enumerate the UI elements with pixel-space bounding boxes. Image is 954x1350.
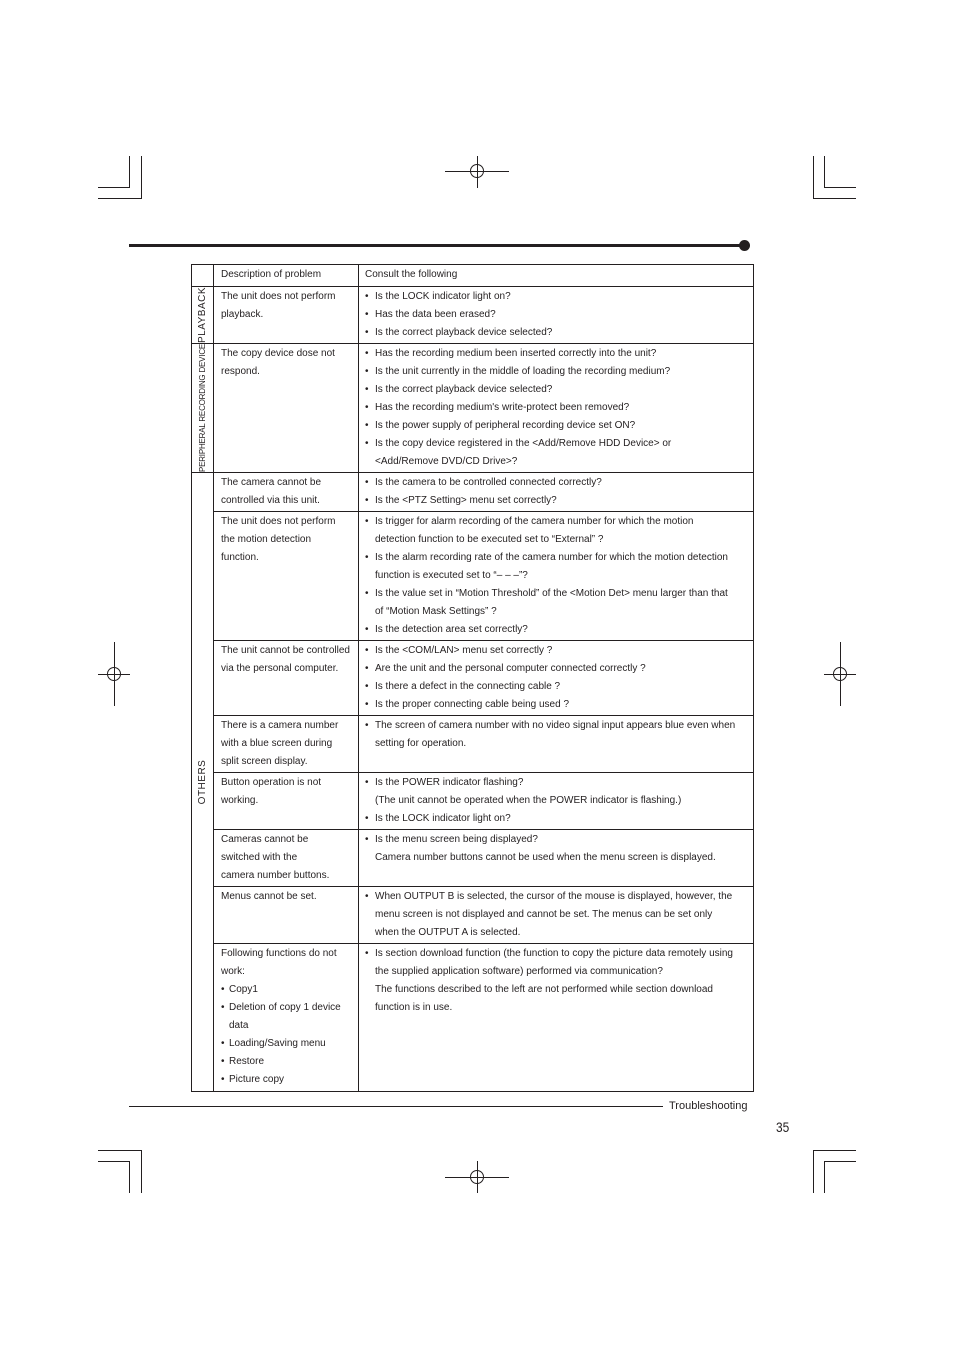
- header-consult: Consult the following: [359, 265, 754, 287]
- consult-item: [365, 288, 749, 306]
- consult-item-text: [375, 513, 749, 549]
- problem-line: The unit does not perform: [221, 516, 336, 527]
- problem-line: working.: [221, 795, 259, 806]
- consult-line: function is executed set to “– – –”?: [375, 570, 528, 581]
- header-category-cell: [192, 265, 214, 287]
- bullet-icon: •: [365, 366, 369, 377]
- consult-line: Has the recording medium's write-protect been removed?: [375, 402, 630, 413]
- bullet-icon: •: [365, 495, 369, 506]
- problem-line: controlled via this unit.: [221, 495, 320, 506]
- category-others: [192, 473, 214, 1092]
- consult-line: Is the <COM/LAN> menu set correctly ?: [375, 645, 553, 656]
- bullet-icon: •: [365, 813, 369, 824]
- consult-item-text: [375, 810, 749, 828]
- bullet-icon: •: [365, 645, 369, 656]
- problem-line: Following functions do not: [221, 948, 337, 959]
- consult-item: [365, 417, 749, 435]
- consult-item: [365, 345, 749, 363]
- consult-line: Is the <PTZ Setting> menu set correctly?: [375, 495, 557, 506]
- consult-item: [365, 324, 749, 342]
- consult-item-text: [375, 324, 749, 342]
- category-playback: [192, 287, 214, 344]
- consult-item-text: [375, 585, 749, 621]
- consult-item-text: [375, 888, 749, 942]
- consult-list: [359, 944, 754, 1092]
- problem-line: playback.: [221, 309, 264, 320]
- consult-item-text: [375, 696, 749, 714]
- consult-item: [365, 363, 749, 381]
- consult-item: [365, 306, 749, 324]
- consult-line: Is the menu screen being displayed?: [375, 834, 538, 845]
- consult-line: When OUTPUT B is selected, the cursor of the mouse is displayed, however, the: [375, 891, 733, 902]
- bullet-icon: •: [365, 699, 369, 710]
- bullet-icon: •: [365, 948, 369, 959]
- problem-description: [214, 944, 359, 1092]
- consult-line: Is the unit currently in the middle of loading the recording medium?: [375, 366, 671, 377]
- function-item-text: [229, 1035, 354, 1053]
- table-row: [192, 512, 754, 641]
- consult-line: Camera number buttons cannot be used when the menu screen is displayed.: [375, 852, 716, 863]
- consult-list: [359, 716, 754, 773]
- consult-line: the supplied application software) performed via communication?: [375, 966, 663, 977]
- header-rule-dot: [739, 240, 750, 251]
- consult-item-text: [375, 474, 749, 492]
- problem-line: the motion detection: [221, 534, 312, 545]
- consult-item: [365, 810, 749, 828]
- function-item-text: [229, 999, 354, 1035]
- consult-item-text: [375, 381, 749, 399]
- bullet-icon: •: [365, 681, 369, 692]
- table-row: [192, 773, 754, 830]
- consult-item: [365, 678, 749, 696]
- bullet-icon: •: [365, 291, 369, 302]
- consult-line: when the OUTPUT A is selected.: [375, 927, 521, 938]
- consult-list: [359, 473, 754, 512]
- consult-item: [365, 642, 749, 660]
- bullet-icon: •: [365, 327, 369, 338]
- consult-item: [365, 492, 749, 510]
- table-row: [192, 944, 754, 1092]
- consult-item-text: [375, 549, 749, 585]
- category-peripheral-recording-device: [192, 344, 214, 473]
- problem-description: [214, 887, 359, 944]
- consult-line: function is in use.: [375, 1002, 453, 1013]
- consult-line: The functions described to the left are not performed while section download: [375, 984, 713, 995]
- consult-item: [365, 621, 749, 639]
- consult-line: setting for operation.: [375, 738, 467, 749]
- problem-description: [214, 512, 359, 641]
- bullet-icon: •: [365, 720, 369, 731]
- bullet-icon: •: [365, 477, 369, 488]
- consult-line: <Add/Remove DVD/CD Drive>?: [375, 456, 518, 467]
- problem-line: The unit cannot be controlled: [221, 645, 350, 656]
- consult-item: [365, 696, 749, 714]
- consult-list: [359, 512, 754, 641]
- bullet-icon: •: [365, 516, 369, 527]
- table-row: [192, 473, 754, 512]
- bullet-icon: •: [221, 1002, 225, 1013]
- consult-line: Is the LOCK indicator light on?: [375, 813, 511, 824]
- problem-description: [214, 473, 359, 512]
- consult-line: Is the POWER indicator flashing?: [375, 777, 524, 788]
- consult-item: [365, 399, 749, 417]
- consult-list: [359, 641, 754, 716]
- problem-line: respond.: [221, 366, 260, 377]
- category-label-playback: PLAYBACK: [196, 286, 208, 344]
- consult-item: [365, 774, 749, 810]
- consult-item: [365, 717, 749, 753]
- consult-line: Is the camera to be controlled connected correctly?: [375, 477, 602, 488]
- consult-item: [365, 831, 749, 867]
- function-item: [221, 1053, 354, 1071]
- function-item-text: [229, 981, 354, 999]
- problem-line: The copy device dose not: [221, 348, 335, 359]
- problem-line: switched with the: [221, 852, 298, 863]
- consult-line: of “Motion Mask Settings” ?: [375, 606, 497, 617]
- function-item-line: Copy1: [229, 984, 258, 995]
- consult-item-text: [375, 642, 749, 660]
- problem-line: There is a camera number: [221, 720, 339, 731]
- problem-description: [214, 716, 359, 773]
- consult-line: Is the proper connecting cable being used ?: [375, 699, 570, 710]
- problem-line: The camera cannot be: [221, 477, 322, 488]
- consult-item: [365, 513, 749, 549]
- consult-list: [359, 887, 754, 944]
- problem-line: work:: [221, 966, 245, 977]
- function-item-line: Loading/Saving menu: [229, 1038, 326, 1049]
- category-label-peripheral: PERIPHERAL RECORDING DEVICE: [197, 343, 207, 473]
- consult-line: Has the recording medium been inserted correctly into the unit?: [375, 348, 657, 359]
- category-label-others: OTHERS: [196, 759, 208, 805]
- troubleshooting-table: [191, 264, 754, 1092]
- bullet-icon: •: [365, 420, 369, 431]
- bullet-icon: •: [365, 309, 369, 320]
- bullet-icon: •: [365, 777, 369, 788]
- bullet-icon: •: [365, 384, 369, 395]
- consult-item: [365, 381, 749, 399]
- function-item: [221, 981, 354, 999]
- function-item-text: [229, 1053, 354, 1071]
- footer-section-title: Troubleshooting: [669, 1100, 748, 1112]
- consult-item-text: [375, 435, 749, 471]
- function-item: [221, 1071, 354, 1089]
- consult-line: Is section download function (the function to copy the picture data remotely using: [375, 948, 733, 959]
- bullet-icon: •: [365, 834, 369, 845]
- header-rule: [129, 244, 743, 247]
- consult-item-text: [375, 363, 749, 381]
- consult-item: [365, 888, 749, 942]
- bullet-icon: •: [365, 438, 369, 449]
- problem-line: The unit does not perform: [221, 291, 336, 302]
- page-number: 35: [776, 1119, 790, 1135]
- consult-line: Are the unit and the personal computer connected correctly ?: [375, 663, 646, 674]
- problem-description: [214, 830, 359, 887]
- consult-line: menu screen is not displayed and cannot be set. The menus can be set only: [375, 909, 713, 920]
- consult-item-text: [375, 945, 749, 1017]
- function-item-text: [229, 1071, 354, 1089]
- consult-item-text: [375, 417, 749, 435]
- consult-list: [359, 287, 754, 344]
- consult-item-text: [375, 621, 749, 639]
- problem-description: [214, 773, 359, 830]
- bullet-icon: •: [365, 402, 369, 413]
- consult-item-text: [375, 678, 749, 696]
- consult-list: [359, 344, 754, 473]
- table-row: [192, 716, 754, 773]
- consult-item: [365, 660, 749, 678]
- problem-line: Cameras cannot be: [221, 834, 309, 845]
- consult-item-text: [375, 345, 749, 363]
- consult-item: [365, 474, 749, 492]
- consult-item: [365, 945, 749, 1017]
- consult-line: Is the detection area set correctly?: [375, 624, 528, 635]
- consult-list: [359, 830, 754, 887]
- consult-item-text: [375, 717, 749, 753]
- function-item: [221, 1035, 354, 1053]
- function-item-line: data: [229, 1020, 249, 1031]
- problem-description: [214, 344, 359, 473]
- bullet-icon: •: [221, 1074, 225, 1085]
- function-item-line: Deletion of copy 1 device: [229, 1002, 341, 1013]
- problem-line: with a blue screen during: [221, 738, 333, 749]
- bullet-icon: •: [221, 984, 225, 995]
- consult-item: [365, 585, 749, 621]
- header-description: Description of problem: [214, 265, 359, 287]
- bullet-icon: •: [221, 1038, 225, 1049]
- consult-item-text: [375, 288, 749, 306]
- consult-item-text: [375, 831, 749, 867]
- consult-line: Is the LOCK indicator light on?: [375, 291, 511, 302]
- consult-line: The screen of camera number with no video signal input appears blue even when: [375, 720, 736, 731]
- consult-list: [359, 773, 754, 830]
- consult-line: Has the data been erased?: [375, 309, 496, 320]
- problem-line: function.: [221, 552, 259, 563]
- consult-item-text: [375, 660, 749, 678]
- function-item-line: Picture copy: [229, 1074, 285, 1085]
- table-row: [192, 344, 754, 473]
- consult-item: [365, 549, 749, 585]
- consult-item: [365, 435, 749, 471]
- consult-item-text: [375, 492, 749, 510]
- table-row: [192, 830, 754, 887]
- consult-line: Is the power supply of peripheral recording device set ON?: [375, 420, 636, 431]
- function-item: [221, 999, 354, 1035]
- consult-line: Is the correct playback device selected?: [375, 384, 553, 395]
- footer-rule: [129, 1106, 663, 1107]
- consult-item-text: [375, 399, 749, 417]
- function-item-line: Restore: [229, 1056, 265, 1067]
- consult-line: Is the alarm recording rate of the camera number for which the motion detection: [375, 552, 728, 563]
- bullet-icon: •: [365, 588, 369, 599]
- bullet-icon: •: [365, 663, 369, 674]
- problem-line: Button operation is not: [221, 777, 322, 788]
- consult-line: Is the value set in “Motion Threshold” of the <Motion Det> menu larger than that: [375, 588, 728, 599]
- consult-line: Is the correct playback device selected?: [375, 327, 553, 338]
- table-header-row: [192, 265, 754, 287]
- problem-description: [214, 287, 359, 344]
- consult-line: Is there a defect in the connecting cable ?: [375, 681, 561, 692]
- consult-line: detection function to be executed set to “External” ?: [375, 534, 604, 545]
- problem-line: camera number buttons.: [221, 870, 330, 881]
- consult-line: Is trigger for alarm recording of the camera number for which the motion: [375, 516, 694, 527]
- consult-item-text: [375, 774, 749, 810]
- table-row: [192, 887, 754, 944]
- bullet-icon: •: [365, 891, 369, 902]
- bullet-icon: •: [221, 1056, 225, 1067]
- bullet-icon: •: [365, 552, 369, 563]
- problem-line: via the personal computer.: [221, 663, 339, 674]
- bullet-icon: •: [365, 348, 369, 359]
- bullet-icon: •: [365, 624, 369, 635]
- problem-description: [214, 641, 359, 716]
- consult-line: (The unit cannot be operated when the POWER indicator is flashing.): [375, 795, 682, 806]
- problem-line: Menus cannot be set.: [221, 891, 317, 902]
- problem-line: split screen display.: [221, 756, 308, 767]
- table-row: [192, 287, 754, 344]
- consult-line: Is the copy device registered in the <Add/Remove HDD Device> or: [375, 438, 672, 449]
- consult-item-text: [375, 306, 749, 324]
- table-row: [192, 641, 754, 716]
